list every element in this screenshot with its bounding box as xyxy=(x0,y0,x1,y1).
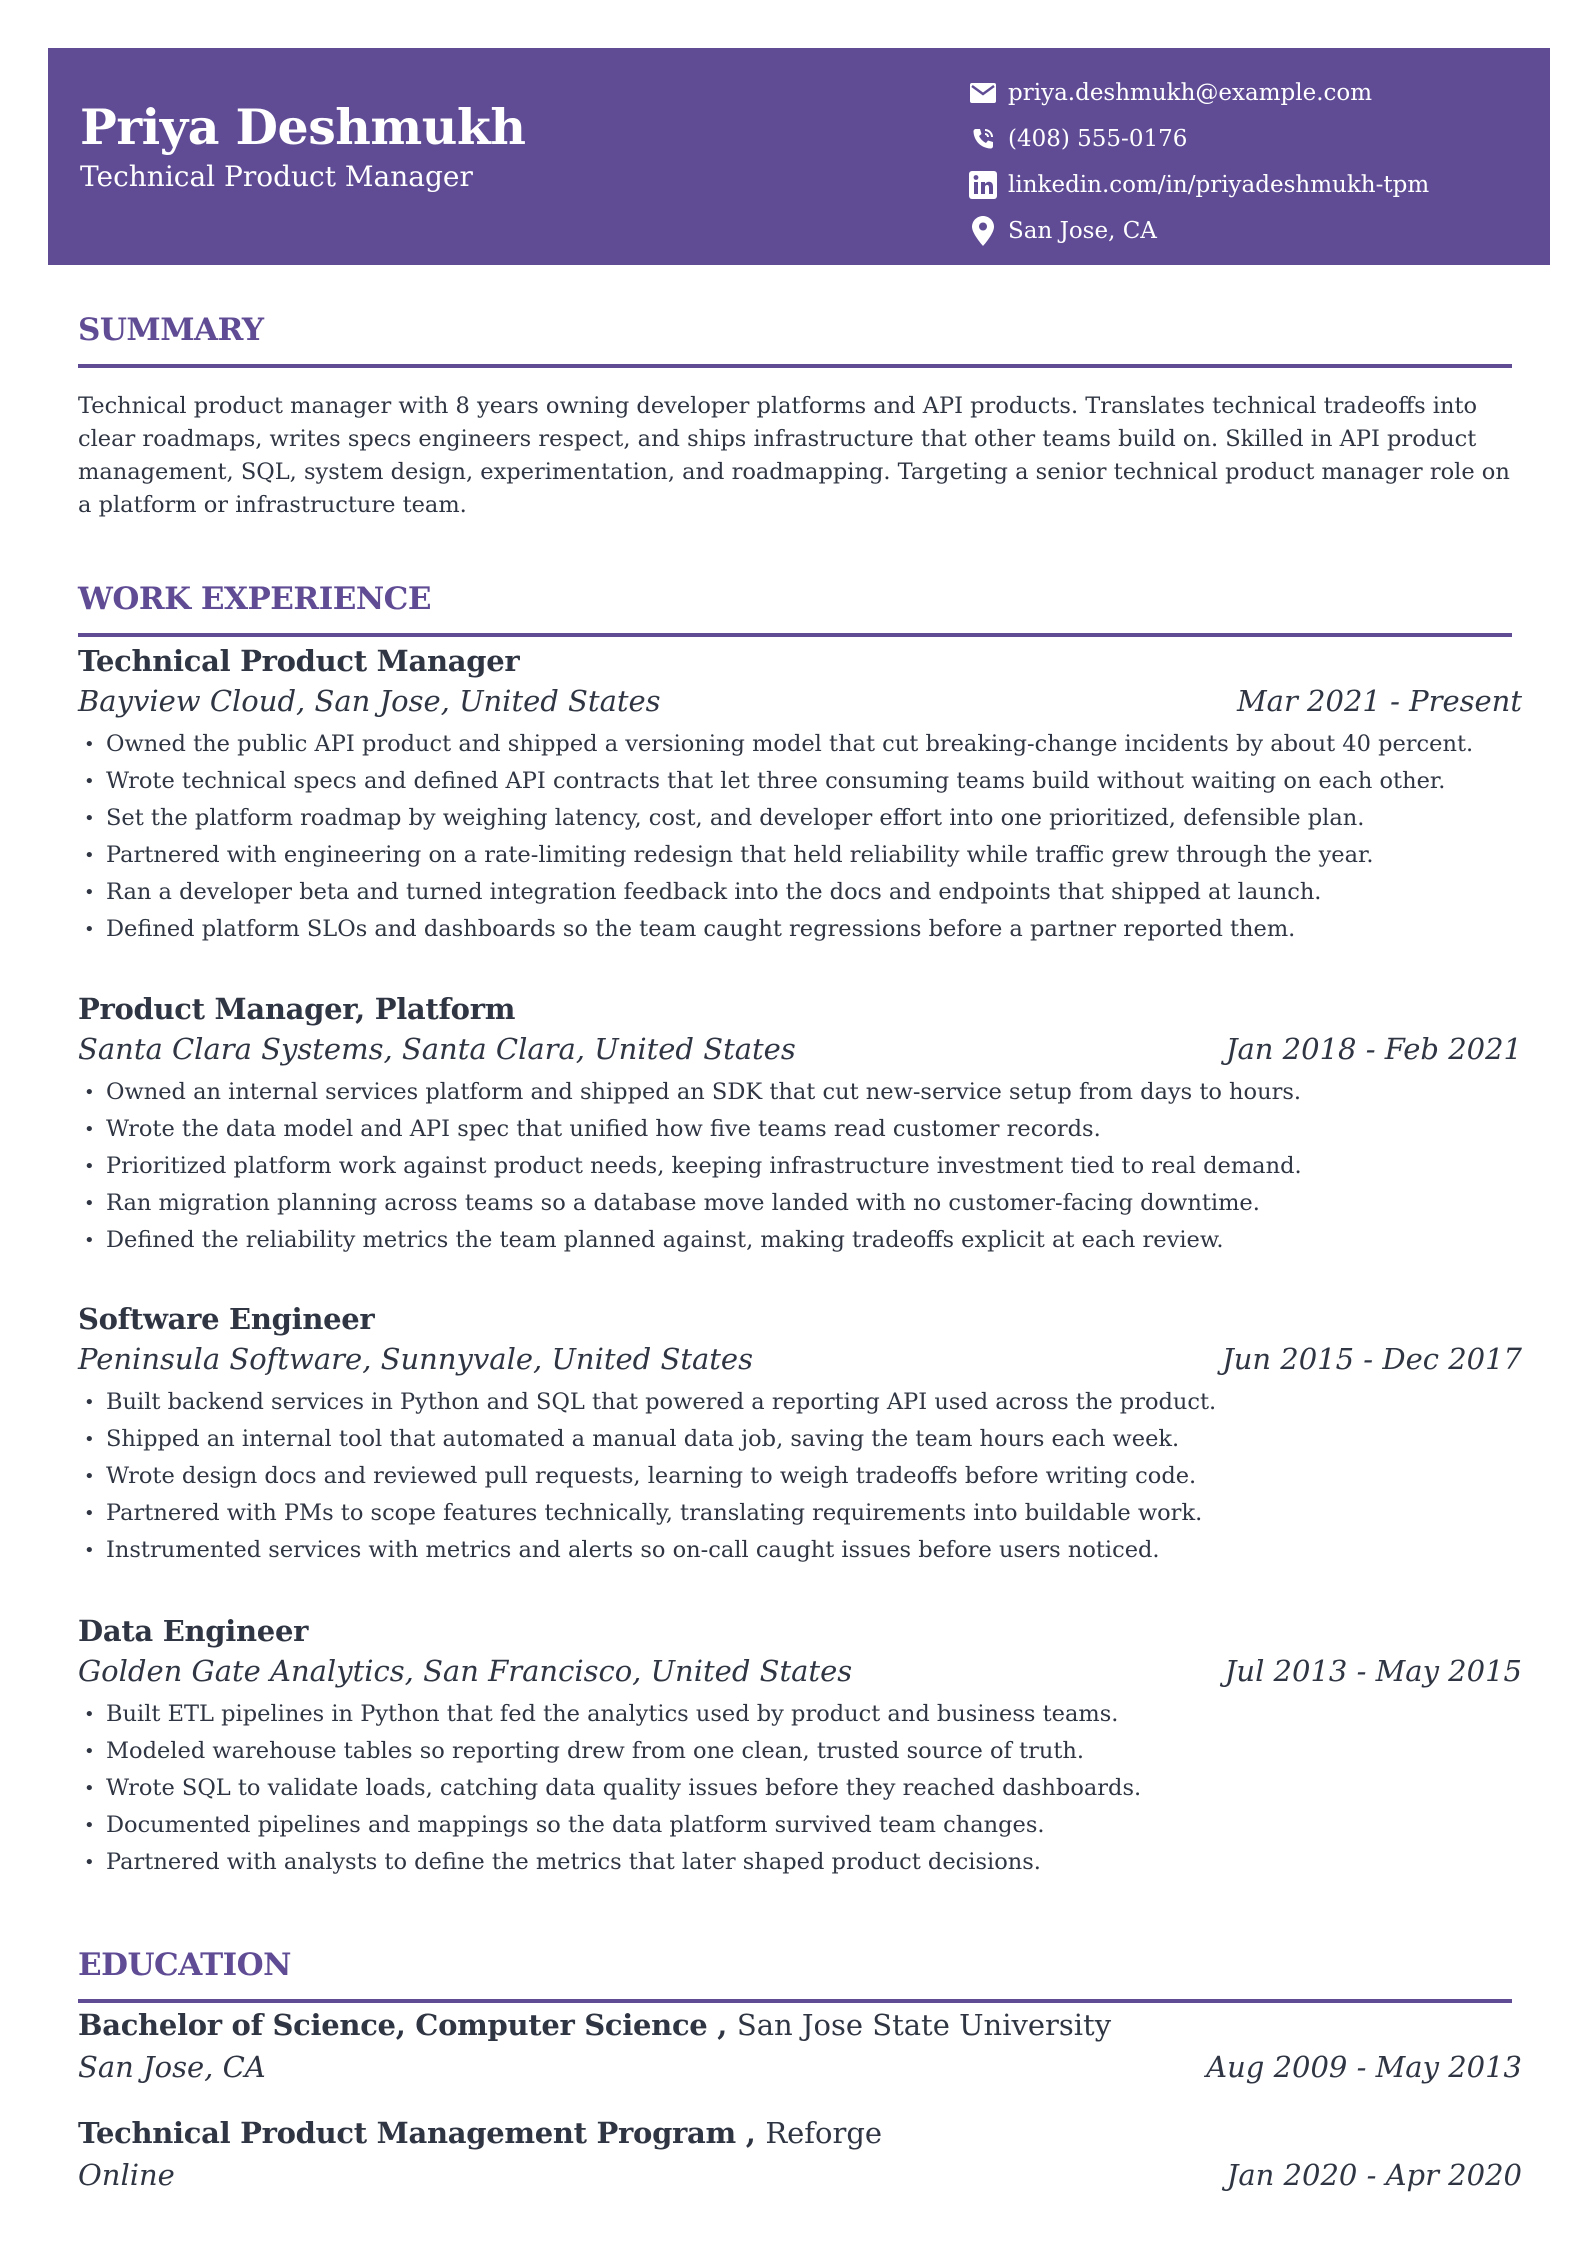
summary-text: Technical product manager with 8 years owning developer platforms and API products. Translates technical tradeoffs into clear roadmaps, writes specs engineers respect, and ships infrastructure that other teams build on. Skilled in API product management, SQL, system design, experimentation, and roadmapping. Targeting a senior technical product manager role on a platform or infrastructure team. xyxy=(78,393,1510,518)
contact-list xyxy=(968,70,1429,254)
bullet-item: • Defined the reliability metrics the team planned against, making tradeoffs explicit at each review. xyxy=(78,1222,1522,1259)
bullet-item: • Built ETL pipelines in Python that fed the analytics used by product and business teams. xyxy=(78,1696,1522,1733)
section-title-summary: SUMMARY xyxy=(78,312,264,348)
job-entry xyxy=(78,1614,1522,1881)
education-entry xyxy=(78,2008,1522,2084)
job-entry xyxy=(78,1302,1522,1569)
job-bullets xyxy=(78,1074,1522,1259)
job-dates: Mar 2021 - Present xyxy=(1236,684,1522,718)
job-dates: Jun 2015 - Dec 2017 xyxy=(1222,1342,1522,1376)
edu-degree: Bachelor of Science, Computer Science xyxy=(78,2008,708,2042)
job-dates: Jul 2013 - May 2015 xyxy=(1224,1654,1522,1688)
section-title-experience: WORK EXPERIENCE xyxy=(78,581,431,617)
bullet-item: • Partnered with engineering on a rate-limiting redesign that held reliability while traffic grew through the year. xyxy=(78,837,1522,874)
bullet-item: • Wrote SQL to validate loads, catching data quality issues before they reached dashboards. xyxy=(78,1770,1522,1807)
job-entry xyxy=(78,644,1522,948)
location-pin-icon xyxy=(968,216,998,246)
contact-phone[interactable] xyxy=(968,116,1429,162)
bullet-item: • Modeled warehouse tables so reporting drew from one clean, trusted source of truth. xyxy=(78,1733,1522,1770)
edu-institution: San Jose State University xyxy=(736,2008,1112,2042)
job-dates: Jan 2018 - Feb 2021 xyxy=(1225,1032,1522,1066)
job-title: Product Manager, Platform xyxy=(78,992,516,1026)
section-title-education: EDUCATION xyxy=(78,1947,291,1983)
bullet-item: • Owned the public API product and shipped a versioning model that cut breaking-change incidents by about 40 percent. xyxy=(78,726,1522,763)
bullet-item: • Shipped an internal tool that automated a manual data job, saving the team hours each week. xyxy=(78,1421,1522,1458)
job-bullets xyxy=(78,1696,1522,1881)
bullet-item: • Documented pipelines and mappings so the data platform survived team changes. xyxy=(78,1807,1522,1844)
edu-separator: , xyxy=(735,2116,766,2150)
bullet-item: • Owned an internal services platform and shipped an SDK that cut new-service setup from days to hours. xyxy=(78,1074,1522,1111)
contact-location xyxy=(968,208,1429,254)
bullet-item: • Defined platform SLOs and dashboards so the team caught regressions before a partner reported them. xyxy=(78,911,1522,948)
edu-dates: Aug 2009 - May 2013 xyxy=(1206,2050,1522,2084)
job-company: Bayview Cloud, San Jose, United States xyxy=(78,684,661,718)
bullet-item: • Partnered with analysts to define the metrics that later shaped product decisions. xyxy=(78,1844,1522,1881)
summary-section xyxy=(78,312,1512,522)
bullet-item: • Set the platform roadmap by weighing latency, cost, and developer effort into one prioritized, defensible plan. xyxy=(78,800,1522,837)
edu-degree: Technical Product Management Program xyxy=(78,2116,736,2150)
bullet-item: • Instrumented services with metrics and alerts so on-call caught issues before users noticed. xyxy=(78,1532,1522,1569)
job-company: Golden Gate Analytics, San Francisco, United States xyxy=(78,1654,853,1688)
candidate-role: Technical Product Manager xyxy=(80,160,473,193)
bullet-item: • Ran migration planning across teams so a database move landed with no customer-facing downtime. xyxy=(78,1185,1522,1222)
job-title: Software Engineer xyxy=(78,1302,375,1336)
linkedin-icon xyxy=(968,170,998,200)
bullet-item: • Partnered with PMs to scope features technically, translating requirements into buildable work. xyxy=(78,1495,1522,1532)
job-entry xyxy=(78,992,1522,1259)
phone-icon xyxy=(968,124,998,154)
contact-linkedin-text: linkedin.com/in/priyadeshmukh-tpm xyxy=(1008,172,1430,198)
section-divider xyxy=(78,633,1512,637)
section-divider xyxy=(78,1999,1512,2003)
education-section xyxy=(78,1947,1512,2003)
section-divider xyxy=(78,364,1512,368)
job-title: Data Engineer xyxy=(78,1614,309,1648)
job-bullets xyxy=(78,726,1522,948)
bullet-item: • Built backend services in Python and SQL that powered a reporting API used across the product. xyxy=(78,1384,1522,1421)
bullet-item: • Wrote the data model and API spec that unified how five teams read customer records. xyxy=(78,1111,1522,1148)
job-title: Technical Product Manager xyxy=(78,644,520,678)
contact-linkedin[interactable] xyxy=(968,162,1429,208)
education-entry xyxy=(78,2116,1522,2192)
contact-location-text: San Jose, CA xyxy=(1008,218,1157,244)
edu-separator: , xyxy=(707,2008,737,2042)
candidate-name: Priya Deshmukh xyxy=(80,98,526,156)
contact-phone-text: (408) 555-0176 xyxy=(1008,126,1188,152)
edu-location: Online xyxy=(78,2158,175,2192)
resume-header xyxy=(48,48,1550,265)
bullet-item: • Wrote technical specs and defined API contracts that let three consuming teams build without waiting on each other. xyxy=(78,763,1522,800)
mail-icon xyxy=(968,78,998,108)
contact-email-text: priya.deshmukh@example.com xyxy=(1008,80,1373,106)
edu-location: San Jose, CA xyxy=(78,2050,266,2084)
job-company: Peninsula Software, Sunnyvale, United States xyxy=(78,1342,753,1376)
experience-section xyxy=(78,581,1512,637)
edu-institution: Reforge xyxy=(765,2116,883,2150)
bullet-item: • Prioritized platform work against product needs, keeping infrastructure investment tied to real demand. xyxy=(78,1148,1522,1185)
bullet-item: • Wrote design docs and reviewed pull requests, learning to weigh tradeoffs before writing code. xyxy=(78,1458,1522,1495)
bullet-item: • Ran a developer beta and turned integration feedback into the docs and endpoints that shipped at launch. xyxy=(78,874,1522,911)
edu-dates: Jan 2020 - Apr 2020 xyxy=(1226,2158,1522,2192)
job-bullets xyxy=(78,1384,1522,1569)
contact-email[interactable] xyxy=(968,70,1429,116)
job-company: Santa Clara Systems, Santa Clara, United States xyxy=(78,1032,796,1066)
